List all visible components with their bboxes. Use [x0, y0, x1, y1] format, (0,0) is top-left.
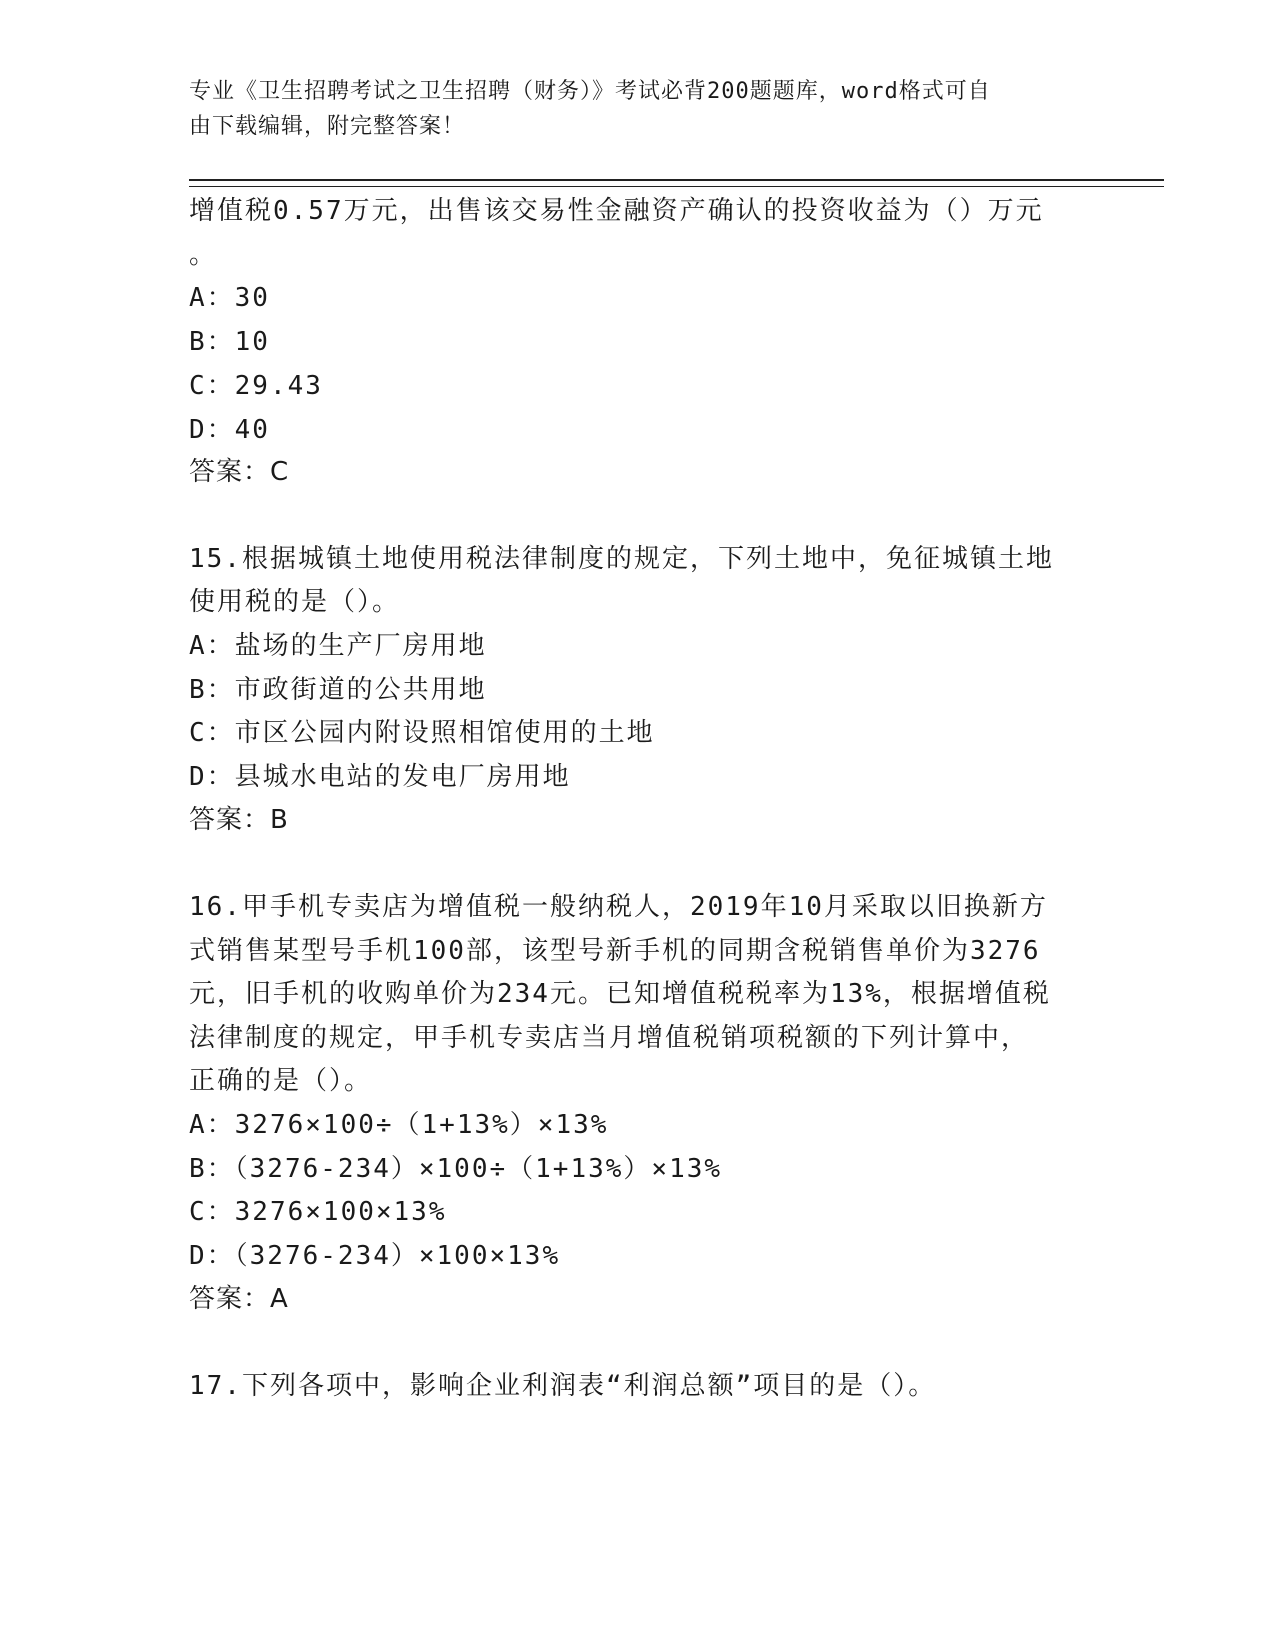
header-divider-thick: [189, 179, 1164, 181]
q16-option-b: B：（3276-234）×100÷（1+13%）×13%: [189, 1154, 723, 1184]
q16-text-line-4: 法律制度的规定，甲手机专卖店当月增值税销项税额的下列计算中，: [189, 1023, 1030, 1053]
q15-option-d: D：县城水电站的发电厂房用地: [189, 762, 571, 792]
q15-option-a: A：盐场的生产厂房用地: [189, 631, 487, 661]
q14-option-d: D：40: [189, 415, 270, 445]
q17-text-line-1: 17.下列各项中，影响企业利润表“利润总额”项目的是（）。: [189, 1371, 937, 1401]
q16-text-line-1: 16.甲手机专卖店为增值税一般纳税人，2019年10月采取以旧换新方: [189, 892, 1048, 922]
q14-option-c: C：29.43: [189, 371, 323, 401]
header-line-2: 由下载编辑，附完整答案！: [189, 114, 466, 139]
q14-option-b: B：10: [189, 327, 270, 357]
q16-option-d: D：（3276-234）×100×13%: [189, 1241, 561, 1271]
q16-text-line-2: 式销售某型号手机100部，该型号新手机的同期含税销售单价为3276: [189, 936, 1041, 966]
q16-answer: 答案：A: [189, 1284, 289, 1314]
header-line-1: 专业《卫生招聘考试之卫生招聘（财务）》考试必背200题题库，word格式可自: [189, 79, 991, 104]
q16-text-line-5: 正确的是（）。: [189, 1066, 373, 1096]
document-header: [189, 74, 1089, 144]
q16-text-line-3: 元，旧手机的收购单价为234元。已知增值税税率为13%，根据增值税: [189, 979, 1051, 1009]
q15-option-c: C：市区公园内附设照相馆使用的土地: [189, 718, 655, 748]
q14-option-a: A：30: [189, 283, 270, 313]
q15-option-b: B：市政街道的公共用地: [189, 675, 487, 705]
q14-text-line-2: 。: [189, 240, 218, 270]
q15-text-line-2: 使用税的是（）。: [189, 587, 401, 617]
q16-option-c: C：3276×100×13%: [189, 1197, 447, 1227]
q14-answer: 答案：C: [189, 457, 290, 487]
header-divider-thin: [189, 186, 1164, 187]
q15-text-line-1: 15.根据城镇土地使用税法律制度的规定，下列土地中，免征城镇土地: [189, 544, 1054, 574]
q15-answer: 答案：B: [189, 805, 289, 835]
q14-text-line-1: 增值税0.57万元，出售该交易性金融资产确认的投资收益为（）万元: [189, 196, 1044, 226]
q16-option-a: A：3276×100÷（1+13%）×13%: [189, 1110, 609, 1140]
